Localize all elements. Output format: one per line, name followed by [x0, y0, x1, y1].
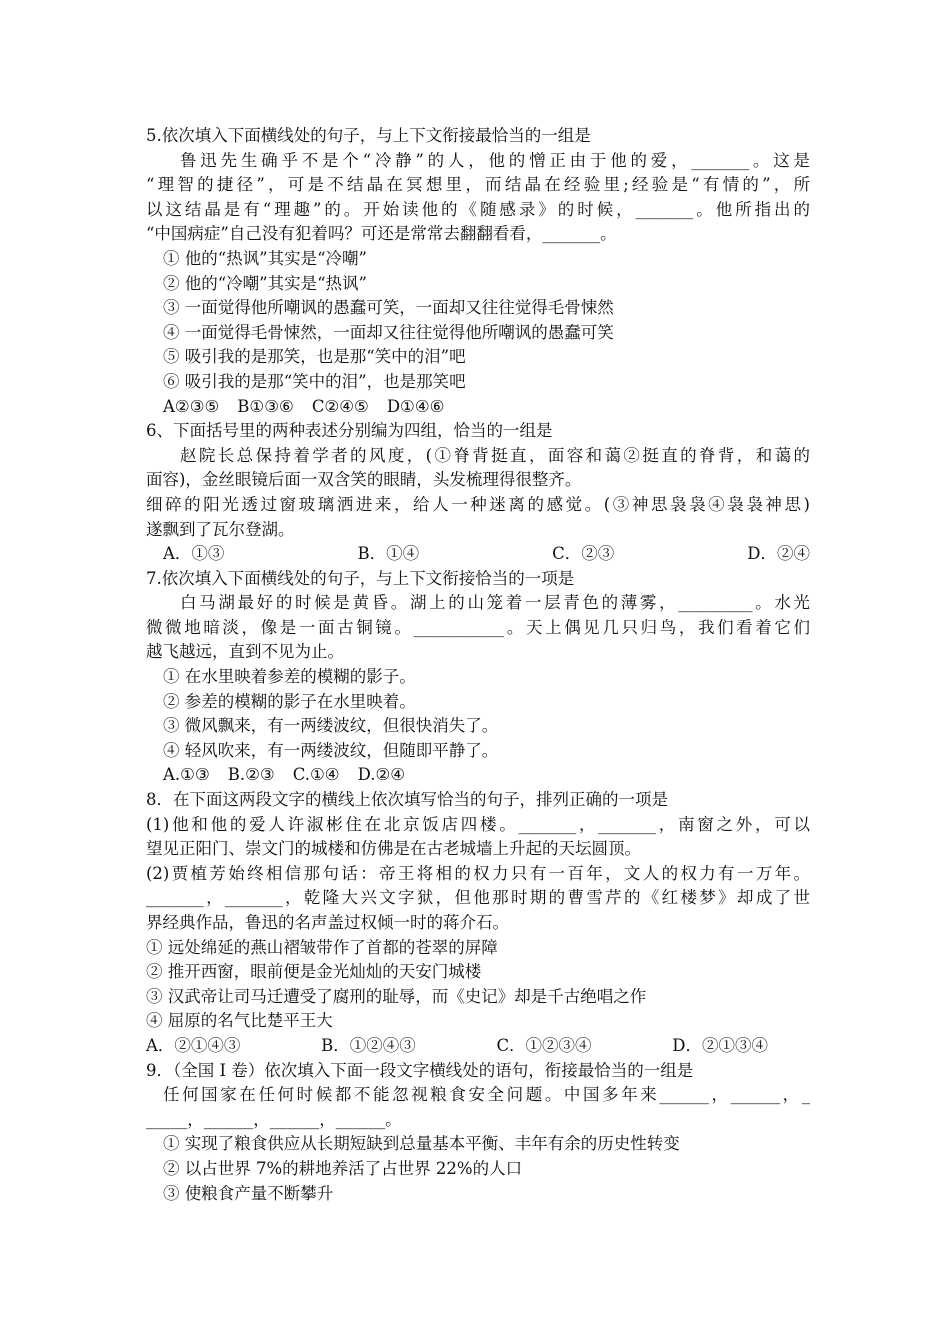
- q6-choice-c: C．②③: [552, 544, 615, 564]
- question-5-title: 5.依次填入下面横线处的句子，与上下文衔接最恰当的一组是: [146, 126, 591, 145]
- q5-passage-line: 以这结晶是有“理趣”的。开始读他的《随感录》的时候，_______。他所指出的: [146, 199, 810, 219]
- q7-option: ③ 微风飘来，有一两缕波纹，但很快消失了。: [163, 716, 499, 736]
- q9-option: ① 实现了粮食供应从长期短缺到总量基本平衡、丰年有余的历史性转变: [163, 1134, 680, 1154]
- q7-choice-c: C.①④: [292, 765, 340, 785]
- q8-passage-line: _______，_______，乾隆大兴文字狱，但他那时期的曹雪芹的《红楼梦》却成了世: [146, 888, 810, 908]
- q8-option: ④ 屈原的名气比楚平王大: [146, 1011, 333, 1031]
- q8-option: ② 推开西窗，眼前便是金光灿灿的天安门城楼: [146, 962, 482, 982]
- q8-choice-c: C．①②③④: [496, 1035, 592, 1055]
- q5-option: ① 他的“热讽”其实是“冷嘲”: [163, 248, 367, 268]
- q5-option: ⑥ 吸引我的是那“笑中的泪”，也是那笑吧: [163, 371, 466, 391]
- q5-option: ③ 一面觉得他所嘲讽的愚蠢可笑，一面却又往往觉得毛骨悚然: [163, 298, 614, 318]
- q9-passage-line: _____，______，______，______。: [146, 1109, 402, 1129]
- q9-option: ③ 使粮食产量不断攀升: [163, 1183, 334, 1203]
- q6-answer-choices: [146, 542, 810, 567]
- q8-passage-line: 望见正阳门、崇文门的城楼和仿佛是在古老城墙上升起的天坛圆顶。: [146, 839, 641, 859]
- q5-passage-line: “理智的捷径”，可是不结晶在冥想里，而结晶在经验里;经验是“有情的”，所: [146, 175, 810, 195]
- q7-choice-a: A.①③: [163, 765, 210, 785]
- q6-choice-d: D．②④: [747, 544, 810, 564]
- q7-choice-d: D.②④: [357, 765, 406, 785]
- question-6: [146, 419, 810, 567]
- q6-choice-a: A．①③: [163, 544, 225, 564]
- q8-choice-a: A．②①④③: [146, 1035, 241, 1055]
- q8-option: ① 远处绵延的燕山褶皱带作了首都的苍翠的屏障: [146, 937, 498, 957]
- question-9-title: 9．（全国 I 卷）依次填入下面一段文字横线处的语句，衔接最恰当的一组是: [146, 1060, 694, 1080]
- question-8: [146, 788, 810, 1059]
- question-6-title: 6、下面括号里的两种表述分别编为四组，恰当的一组是: [146, 421, 553, 441]
- q5-choice-c: C②④⑤: [311, 396, 369, 416]
- q6-passage-line: 细碎的阳光透过窗玻璃洒进来，给人一种迷离的感觉。(③神思袅袅④袅袅神思): [146, 494, 810, 514]
- question-9: [146, 1059, 810, 1207]
- q7-answer-choices: [146, 763, 810, 788]
- question-7: [146, 567, 810, 788]
- q6-passage-line: 赵院长总保持着学者的风度，(①脊背挺直，面容和蔼②挺直的脊背，和蔼的: [180, 445, 810, 465]
- q8-passage-line: (2)贾植芳始终相信那句话：帝王将相的权力只有一百年，文人的权力有一万年。: [146, 863, 810, 883]
- question-5: [146, 124, 810, 419]
- q6-passage-line: 遂飘到了瓦尔登湖。: [146, 519, 295, 539]
- q5-passage-line: “中国病症”自己没有犯着吗？可还是常常去翻翻看看，_______。: [146, 224, 617, 244]
- q7-option: ② 参差的模糊的影子在水里映着。: [163, 691, 416, 711]
- q5-answer-choices: [146, 395, 810, 420]
- q5-passage-line: 鲁迅先生确乎不是个“冷静”的人，他的憎正由于他的爱，_______。这是: [180, 150, 810, 170]
- q7-passage-line: 越飞越远，直到不见为止。: [146, 642, 344, 662]
- q5-choice-d: D①④⑥: [386, 396, 445, 416]
- q5-option: ② 他的“冷嘲”其实是“热讽”: [163, 273, 367, 293]
- question-7-title: 7.依次填入下面横线处的句子，与上下文衔接恰当的一项是: [146, 568, 575, 588]
- q8-option: ③ 汉武帝让司马迁遭受了腐刑的耻辱，而《史记》却是千古绝唱之作: [146, 986, 647, 1006]
- q7-choice-b: B.②③: [227, 765, 275, 785]
- q8-passage-line: 界经典作品，鲁迅的名声盖过权倾一时的蒋介石。: [146, 913, 509, 932]
- q7-passage-line: 白马湖最好的时候是黄昏。湖上的山笼着一层青色的薄雾，_________。水光: [180, 593, 810, 613]
- q8-answer-choices: [146, 1034, 810, 1059]
- q9-passage-line: 任何国家在任何时候都不能忽视粮食安全问题。中国多年来______，______，_: [163, 1085, 811, 1105]
- q5-choice-a: A②③⑤: [163, 396, 220, 416]
- q5-choice-b: B①③⑥: [237, 396, 294, 416]
- q6-passage-line: 面容)，金丝眼镜后面一双含笑的眼睛，头发梳理得很整齐。: [146, 470, 582, 490]
- q7-passage-line: 微微地暗淡，像是一面古铜镜。___________。天上偶见几只归鸟，我们看着它们: [146, 617, 810, 637]
- q5-option: ⑤ 吸引我的是那笑，也是那“笑中的泪”吧: [163, 347, 466, 367]
- q7-option: ① 在水里映着参差的模糊的影子。: [163, 667, 416, 687]
- q6-choice-b: B．①④: [357, 544, 420, 564]
- q8-choice-b: B．①②④③: [321, 1035, 416, 1055]
- document-page: [146, 124, 810, 1206]
- q7-option: ④ 轻风吹来，有一两缕波纹，但随即平静了。: [163, 740, 499, 760]
- q8-choice-d: D．②①③④: [672, 1035, 768, 1055]
- q9-option: ② 以占世界 7%的耕地养活了占世界 22%的人口: [163, 1158, 523, 1178]
- q5-option: ④ 一面觉得毛骨悚然，一面却又往往觉得他所嘲讽的愚蠢可笑: [163, 322, 614, 342]
- question-8-title: 8．在下面这两段文字的横线上依次填写恰当的句子，排列正确的一项是: [146, 790, 668, 810]
- q8-passage-line: (1)他和他的爱人许淑彬住在北京饭店四楼。_______，_______，南窗之外，可以: [146, 814, 810, 834]
